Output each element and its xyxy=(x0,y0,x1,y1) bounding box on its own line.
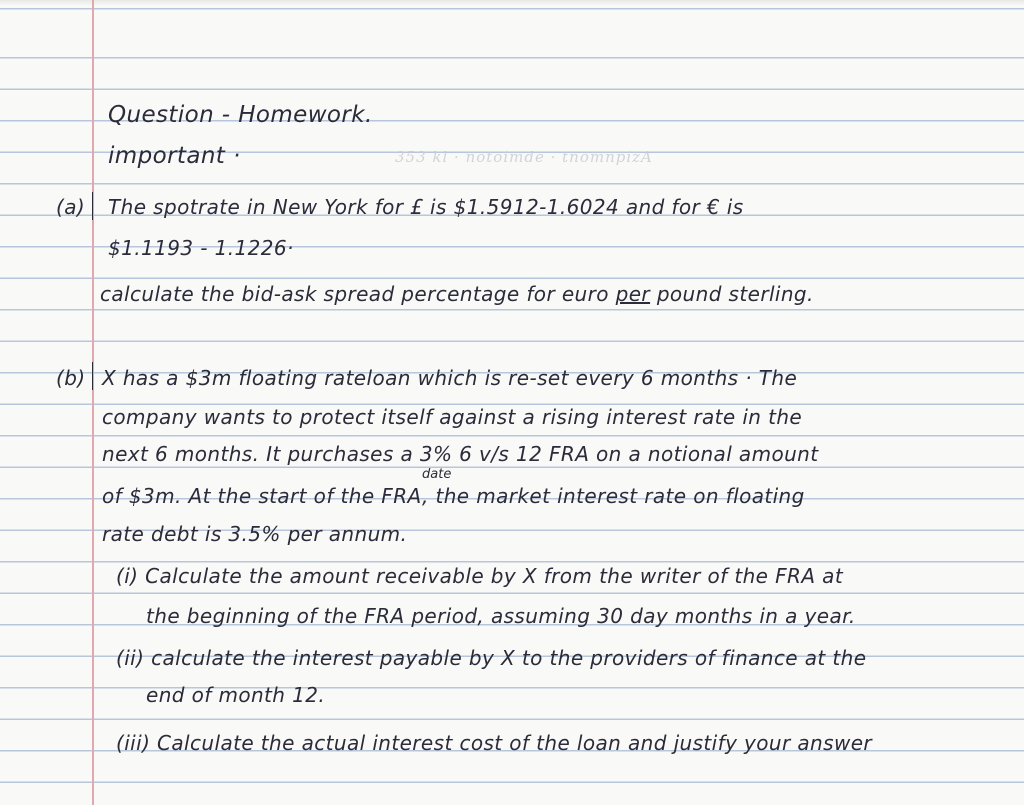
part-b-line-4: of $3m. At the start of the FRA, the market interest rate on floating xyxy=(102,484,805,508)
part-b-label: (b) xyxy=(56,366,86,390)
page-title: Question - Homework. xyxy=(108,102,373,128)
sub-question-i-line-1: (i) Calculate the amount receivable by X from the writer of the FRA at xyxy=(116,564,844,588)
part-b-line-5: rate debt is 3.5% per annum. xyxy=(102,522,408,546)
part-a-underlined-word: per xyxy=(615,282,651,306)
part-a-line-3-end: pound sterling. xyxy=(650,282,814,306)
part-b-line-2: company wants to protect itself against a rising interest rate in the xyxy=(102,405,803,429)
sub-question-ii-line-2: end of month 12. xyxy=(146,683,326,707)
sub-question-ii-line-1: (ii) calculate the interest payable by X to the providers of finance at the xyxy=(116,646,867,670)
page-top-edge xyxy=(0,0,1024,6)
part-a-line-1: The spotrate in New York for £ is $1.5912-1.6024 and for € is xyxy=(108,195,744,219)
sub-question-i-line-2: the beginning of the FRA period, assuming 30 day months in a year. xyxy=(146,604,856,628)
part-a-line-3 xyxy=(100,282,814,306)
part-a-label: (a) xyxy=(56,195,86,219)
inserted-word-note: date xyxy=(422,467,452,482)
part-a-line-2: $1.1193 - 1.1226· xyxy=(108,236,294,260)
part-a-bracket xyxy=(92,192,93,220)
margin-line xyxy=(92,0,94,805)
faint-background-text: 353 kl · notoimde · tnomnpizA xyxy=(395,148,653,166)
page-subtitle: important · xyxy=(108,143,241,169)
part-b-bracket xyxy=(92,362,93,390)
sub-question-iii-line-1: (iii) Calculate the actual interest cost of the loan and justify your answer xyxy=(116,731,873,755)
part-a-line-3-start: calculate the bid-ask spread percentage for euro xyxy=(100,282,616,306)
part-b-line-3: next 6 months. It purchases a 3% 6 v/s 12 FRA on a notional amount xyxy=(102,442,819,466)
part-b-line-1: X has a $3m floating rateloan which is re-set every 6 months · The xyxy=(102,366,798,390)
